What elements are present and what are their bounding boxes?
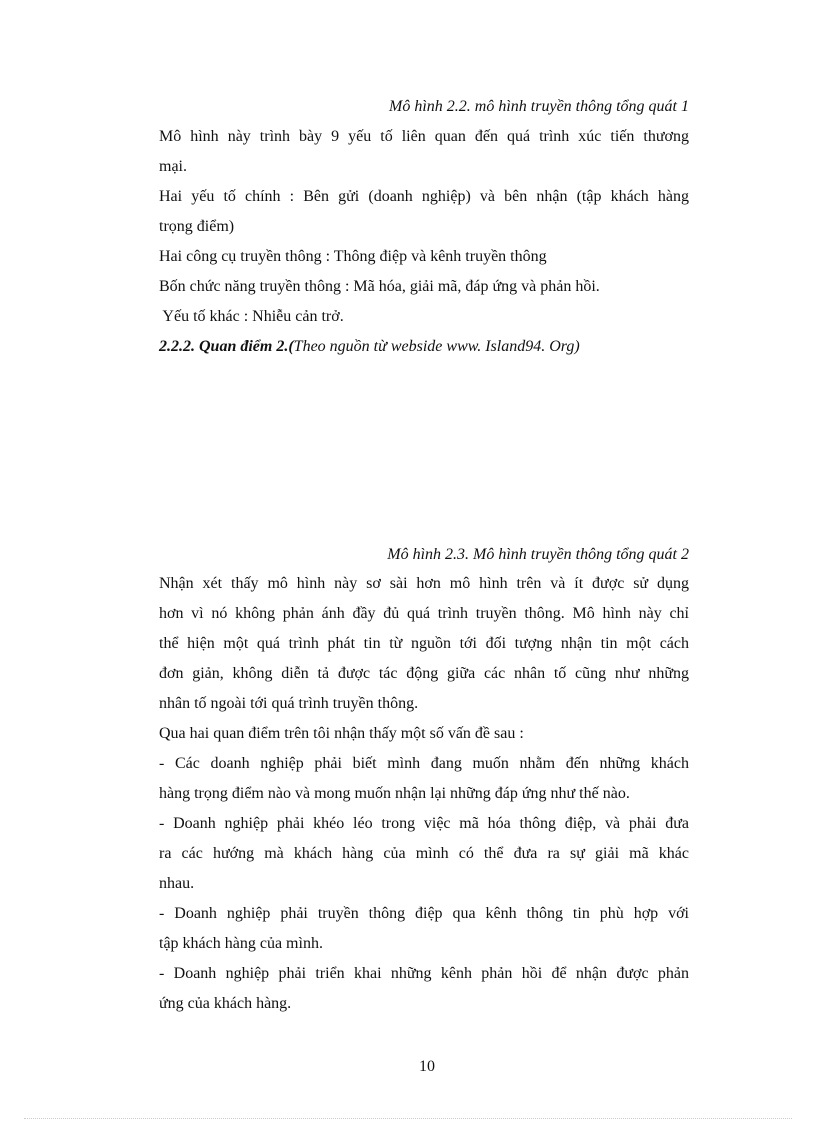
section-heading-2-2-2: [159, 332, 689, 362]
bullet-line: nhau.: [159, 875, 195, 892]
paragraph-line: Hai yếu tố chính : Bên gửi (doanh nghiệp) và bên nhận (tập khách hàng: [159, 188, 689, 205]
paragraph-line: Nhận xét thấy mô hình này sơ sài hơn mô hình trên và ít được sử dụng: [159, 575, 689, 592]
page-bottom-border: [24, 1118, 792, 1119]
bullet-line: - Các doanh nghiệp phải biết mình đang muốn nhằm đến những khách: [159, 755, 689, 772]
paragraph-line: Mô hình này trình bày 9 yếu tố liên quan đến quá trình xúc tiến thương: [159, 128, 689, 145]
paragraph-line: hơn vì nó không phản ánh đầy đủ quá trình truyền thông. Mô hình này chỉ: [159, 605, 689, 622]
bullet-line: - Doanh nghiệp phải truyền thông điệp qua kênh thông tin phù hợp với: [159, 905, 689, 922]
paragraph-line: mại.: [159, 158, 187, 175]
heading-number: 2.2.2. Quan điểm 2.(: [159, 338, 294, 355]
heading-source: Theo nguồn từ webside www. Island94. Org): [293, 338, 580, 355]
paragraph-line: Yếu tố khác : Nhiễu cản trở.: [159, 308, 344, 325]
figure-caption-2-2: Mô hình 2.2. mô hình truyền thông tổng quát 1: [389, 98, 689, 115]
paragraph-line: Bốn chức năng truyền thông : Mã hóa, giải mã, đáp ứng và phản hồi.: [159, 278, 600, 295]
bullet-line: - Doanh nghiệp phải khéo léo trong việc mã hóa thông điệp, và phải đưa: [159, 815, 689, 832]
paragraph-line: trọng điểm): [159, 218, 235, 235]
paragraph-line: đơn giản, không diễn tả được tác động giữa các nhân tố cũng như những: [159, 665, 689, 682]
figure-caption-2-3: Mô hình 2.3. Mô hình truyền thông tổng quát 2: [387, 546, 689, 563]
paragraph-line: Hai công cụ truyền thông : Thông điệp và kênh truyền thông: [159, 248, 547, 265]
bullet-line: ứng của khách hàng.: [159, 995, 292, 1012]
bullet-line: - Doanh nghiệp phải triển khai những kênh phản hồi để nhận được phản: [159, 965, 689, 982]
paragraph-line: Qua hai quan điểm trên tôi nhận thấy một số vấn đề sau :: [159, 725, 524, 742]
bullet-line: ra các hướng mà khách hàng của mình có thể đưa ra sự giải mã khác: [159, 845, 689, 862]
page-number: 10: [419, 1058, 435, 1075]
paragraph-line: thể hiện một quá trình phát tin từ nguồn tới đối tượng nhận tin một cách: [159, 635, 689, 652]
section1-body: [159, 122, 689, 362]
bullet-line: hàng trọng điểm nào và mong muốn nhận lại những đáp ứng như thế nào.: [159, 785, 630, 802]
section2-body: [159, 569, 689, 1019]
paragraph-line: nhân tố ngoài tới quá trình truyền thông.: [159, 695, 419, 712]
bullet-line: tập khách hàng của mình.: [159, 935, 323, 952]
